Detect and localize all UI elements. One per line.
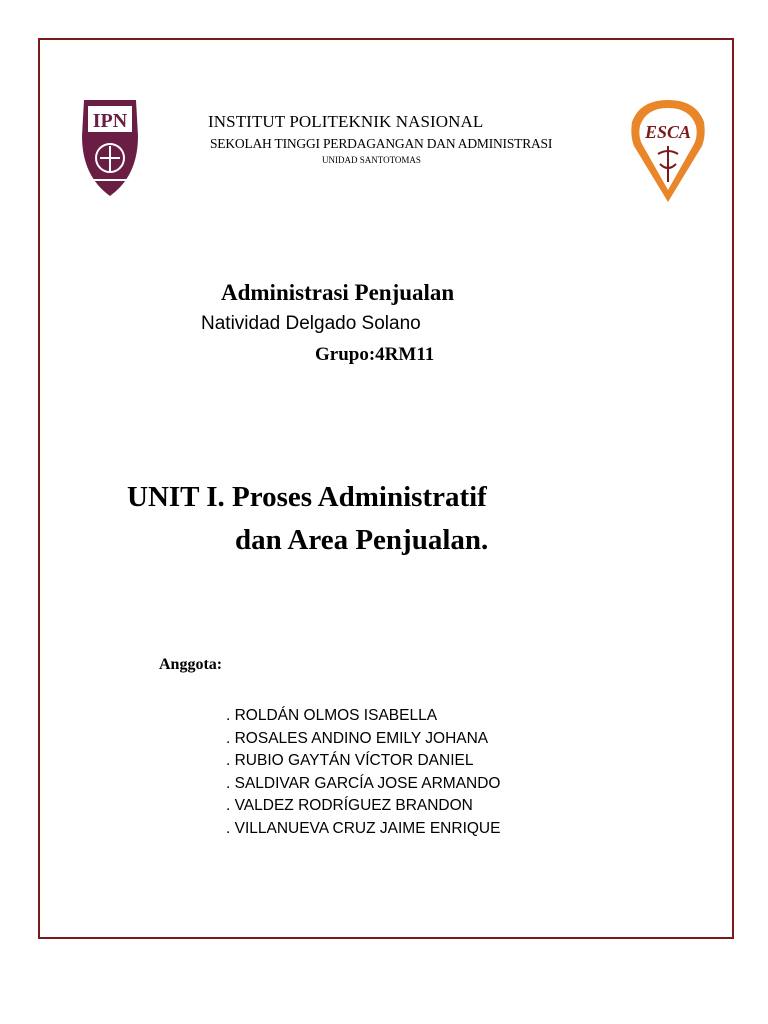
ipn-emblem-icon	[78, 96, 142, 200]
list-item: . RUBIO GAYTÁN VÍCTOR DANIEL	[226, 752, 474, 769]
esca-shield-icon	[626, 96, 710, 206]
subject-title: Administrasi Penjualan	[221, 280, 455, 305]
esca-logo-text: ESCA	[644, 122, 692, 142]
unit-title	[127, 476, 488, 562]
campus-name: UNIDAD SANTOTOMAS	[322, 155, 421, 165]
ipn-logo-text: IPN	[92, 110, 128, 132]
unit-title-line-1: UNIT I. Proses Administratif	[127, 481, 487, 513]
school-name: SEKOLAH TINGGI PERDAGANGAN DAN ADMINISTRASI	[210, 136, 553, 151]
institution-name: INSTITUT POLITEKNIK NASIONAL	[208, 112, 484, 131]
unit-title-line-2: dan Area Penjualan.	[235, 524, 489, 556]
teacher-name: Natividad Delgado Solano	[201, 313, 421, 334]
members-list	[226, 705, 500, 840]
list-item: . ROSALES ANDINO EMILY JOHANA	[226, 729, 489, 747]
list-item: . SALDIVAR GARCÍA JOSE ARMANDO	[226, 774, 501, 792]
members-label: Anggota:	[159, 656, 223, 673]
list-item: . VILLANUEVA CRUZ JAIME ENRIQUE	[226, 819, 501, 837]
list-item: . VALDEZ RODRÍGUEZ BRANDON	[226, 797, 473, 814]
group-code: Grupo:4RM11	[315, 344, 435, 365]
list-item: . ROLDÁN OLMOS ISABELLA	[226, 707, 438, 724]
